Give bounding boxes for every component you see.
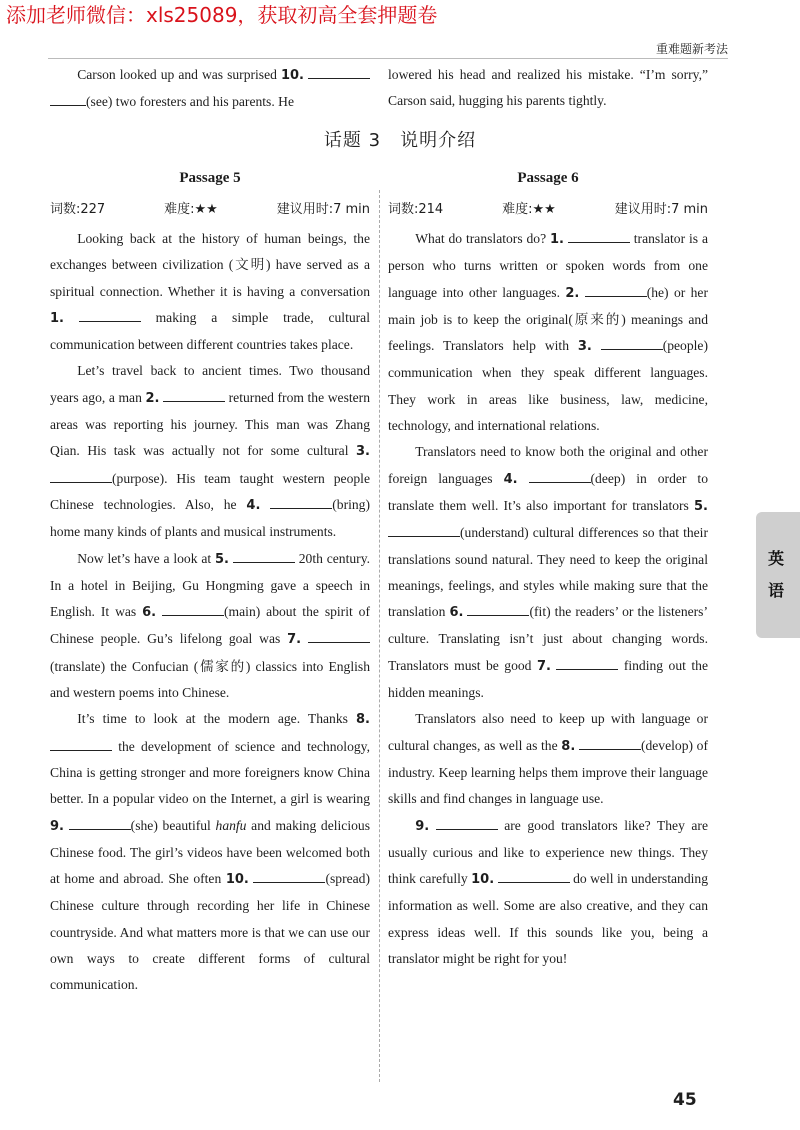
subject-tab bbox=[756, 512, 800, 638]
answer-blank[interactable] bbox=[50, 468, 112, 483]
answer-blank[interactable] bbox=[253, 868, 325, 883]
answer-blank[interactable] bbox=[388, 522, 460, 537]
paragraph: Now let’s have a look at 5. 20th century. In a hotel in Beijing, Gu Hongming gave a speech in English. It was 6. (main) about the spirit of Chinese people. Gu’s lifelong goal was 7. (translate) the Confucian (儒家的) classics into English and western poems into Chinese. bbox=[50, 546, 370, 707]
paragraph: Translators need to know both the original and other foreign languages 4. (deep) in order to translate them well. It’s also important for translators 5. (understand) cultural differences so that their translations sound natural. They need to keep the original meanings, feelings, and styles while making sure that the translation 6. (fit) the readers’ or the listeners’ culture. Translating isn’t just about changing words. Translators must be good 7. finding out the hidden meanings. bbox=[388, 444, 708, 701]
word-count: 词数:227 bbox=[50, 202, 106, 217]
paragraph: Looking back at the history of human beings, the exchanges between civilization (文明) have served as a spiritual connection. Whether it is having a conversation 1. making a simple trade, cultural communication between different countries takes place. bbox=[50, 231, 370, 353]
suggested-time: 建议用时:7 min bbox=[276, 202, 370, 217]
answer-blank[interactable] bbox=[163, 387, 225, 402]
paragraph: 9. are good translators like? They are usually curious and like to experience new things. They think carefully 10. do well in understanding information as well. Some are also creative, and they can express ideas well. If this sounds like you, being a translator might be right for you! bbox=[388, 813, 708, 973]
suggested-time: 建议用时:7 min bbox=[614, 202, 708, 217]
passage5-title: Passage 5 bbox=[179, 170, 241, 186]
passage6-body bbox=[388, 226, 708, 972]
answer-blank[interactable] bbox=[79, 307, 141, 322]
answer-blank[interactable] bbox=[50, 91, 86, 106]
paragraph: Translators also need to keep up with language or cultural changes, as well as the 8. (develop) of industry. Keep learning helps them improve their language skills and find changes in language use. bbox=[388, 711, 709, 807]
passage6-title: Passage 6 bbox=[517, 170, 579, 186]
word-count: 词数:214 bbox=[388, 202, 444, 217]
tab-char-2: 语 bbox=[768, 581, 785, 600]
answer-blank[interactable] bbox=[498, 868, 570, 883]
tab-char-1: 英 bbox=[768, 549, 785, 568]
answer-blank[interactable] bbox=[308, 64, 370, 79]
answer-blank[interactable] bbox=[585, 282, 647, 297]
prev-passage-left: Carson looked up and was surprised 10. (see) two foresters and his parents. He bbox=[50, 62, 370, 116]
difficulty: 难度:★★ bbox=[502, 202, 556, 217]
page-number: 45 bbox=[673, 1090, 697, 1110]
answer-blank[interactable] bbox=[69, 815, 131, 830]
series-header: 重难题新考法 bbox=[655, 42, 728, 56]
answer-blank[interactable] bbox=[579, 735, 641, 750]
paragraph: Let’s travel back to ancient times. Two thousand years ago, a man 2. returned from the western areas was reporting his journey. This man was Zhang Qian. His task was actually not for some cultural 3. (purpose). His team taught western people Chinese technologies. Also, he 4. (bring) home many kinds of plants and musical instruments. bbox=[50, 363, 370, 540]
watermark-banner: 添加老师微信：xls25089，获取初高全套押题卷 bbox=[0, 0, 447, 30]
answer-blank[interactable] bbox=[233, 548, 295, 563]
column-divider bbox=[379, 190, 380, 1082]
answer-blank[interactable] bbox=[270, 494, 332, 509]
header-divider bbox=[48, 58, 728, 59]
paragraph: What do translators do? 1. translator is a person who turns written or spoken words from one language into other languages. 2. (he) or her main job is to keep the original(原来的) meanings and feelings. Translators help with 3. (people) communication when they speak different languages. They work in areas like business, law, medicine, technology, and international relations. bbox=[388, 226, 708, 439]
answer-blank[interactable] bbox=[601, 335, 663, 350]
answer-blank[interactable] bbox=[467, 601, 529, 616]
answer-blank[interactable] bbox=[556, 655, 618, 670]
prev-passage-right: lowered his head and realized his mistake. “I’m sorry,” Carson said, hugging his parents tightly. bbox=[388, 67, 708, 109]
passage5-meta bbox=[50, 198, 370, 217]
answer-blank[interactable] bbox=[568, 228, 630, 243]
paragraph: It’s time to look at the modern age. Thanks 8. the development of science and technology, China is getting stronger and more foreigners know China better. In a popular video on the Internet, a girl is wearing 9. (she) beautiful hanfu and making delicious Chinese food. The girl’s videos have been welcomed both at home and abroad. She often 10. (spread) Chinese culture through recording her life in Chinese countryside. And what matters more is that we can use our own ways to create different forms of cultural communication. bbox=[50, 711, 371, 993]
topic-title: 话题 3 说明介绍 bbox=[323, 130, 477, 151]
answer-blank[interactable] bbox=[308, 628, 370, 643]
passage6-meta bbox=[388, 198, 708, 217]
answer-blank[interactable] bbox=[529, 468, 591, 483]
answer-blank[interactable] bbox=[162, 601, 224, 616]
answer-blank[interactable] bbox=[50, 736, 112, 751]
passage5-body bbox=[50, 226, 370, 999]
difficulty: 难度:★★ bbox=[164, 202, 218, 217]
answer-blank[interactable] bbox=[436, 815, 498, 830]
